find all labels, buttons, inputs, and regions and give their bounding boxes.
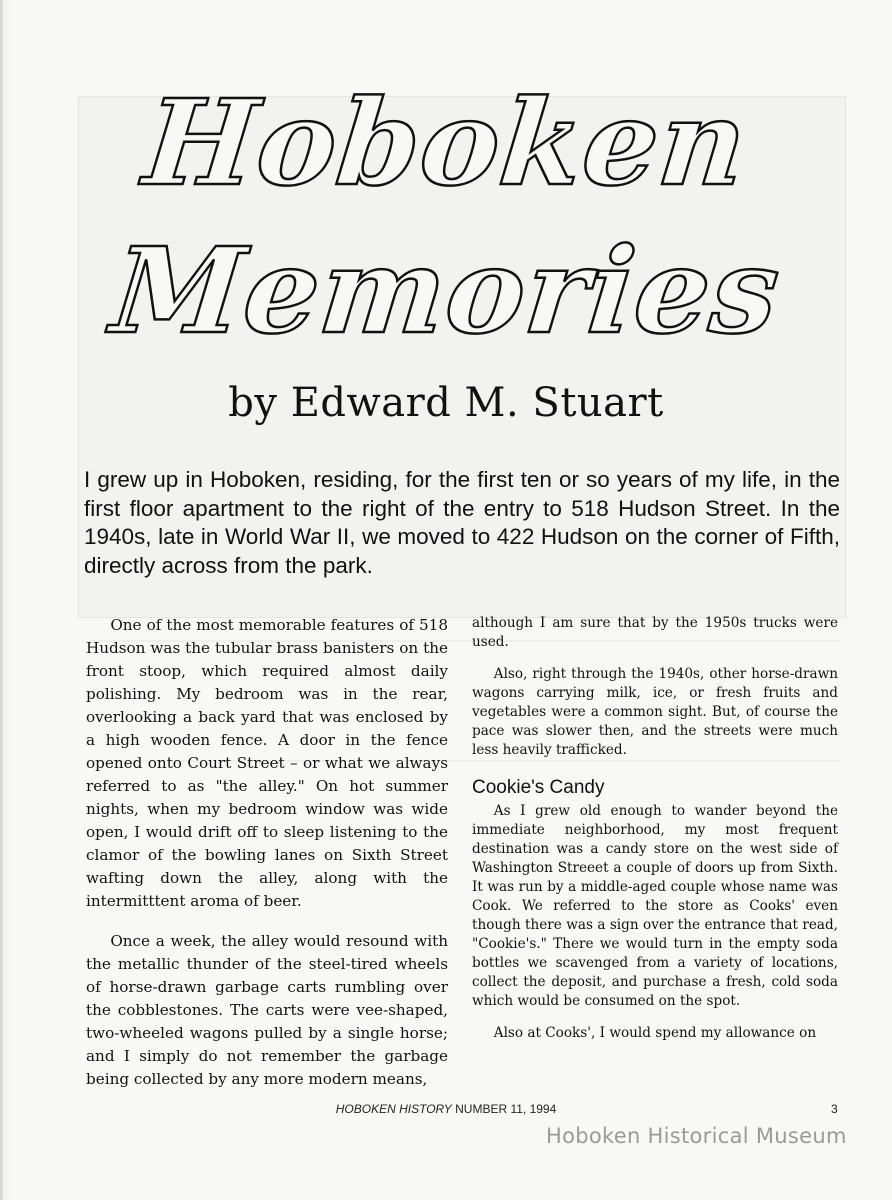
body-paragraph: Also at Cooks', I would spend my allowance on: [493, 1025, 817, 1041]
title-line-1: Hoboken: [138, 73, 754, 212]
body-paragraph: As I grew old enough to wander beyond the immediate neighborhood, my most frequent destination was a candy store on the west side of Washington Streeet a couple of doors up from Sixth. It was run by a middle-aged couple whose name was Cook. We referred to the store as Cooks' even though there was a sign over the entrance that read, "Cookie's." There we would turn in the empty soda bottles we scavenged from a variety of locations, collect the deposit, and purchase a fresh, cold soda which would be consumed on the spot.: [472, 803, 838, 1009]
body-paragraph: Also, right through the 1940s, other horse-drawn wagons carrying milk, ice, or fresh fruits and vegetables were a common sight. But, of course the pace was slower then, and the streets were much less heavily trafficked.: [472, 666, 838, 758]
page-number: 3: [831, 1102, 838, 1116]
intro-paragraph: I grew up in Hoboken, residing, for the first ten or so years of my life, in the first floor apartment to the right of the entry to 518 Hudson Street. In the 1940s, late in World War II, we moved to 422 Hudson on the corner of Fifth, directly across from the park.: [84, 467, 840, 578]
body-paragraph: although I am sure that by the 1950s trucks were used.: [472, 615, 838, 650]
museum-watermark: Hoboken Historical Museum: [546, 1124, 847, 1148]
byline: by Edward M. Stuart: [228, 380, 664, 426]
journal-credit: [0, 1102, 892, 1116]
body-paragraph: One of the most memorable features of 518 Hudson was the tubular brass banisters on the front stoop, which required almost daily polishing. My bedroom was in the rear, overlooking a back yard that was enclosed by a high wooden fence. A door in the fence opened onto Court Street – or what we always referred to as "the alley." On hot summer nights, when my bedroom window was wide open, I would drift off to sleep listening to the clamor of the bowling lanes on Sixth Street wafting down the alley, along with the intermitttent aroma of beer.: [86, 616, 448, 910]
left-column: [86, 614, 448, 1091]
title-line-2: Memories: [105, 221, 787, 360]
issue-number: NUMBER 11, 1994: [455, 1102, 557, 1116]
section-heading: Cookie's Candy: [472, 777, 605, 798]
body-paragraph: Once a week, the alley would resound with the metallic thunder of the steel-tired wheels of horse-drawn garbage carts rumbling over the cobblestones. The carts were vee-shaped, two-wheeled wagons pulled by a single horse; and I simply do not remember the garbage being collected by any more modern means,: [86, 932, 448, 1088]
right-column: [472, 614, 838, 1043]
journal-name: HOBOKEN HISTORY: [335, 1102, 452, 1116]
